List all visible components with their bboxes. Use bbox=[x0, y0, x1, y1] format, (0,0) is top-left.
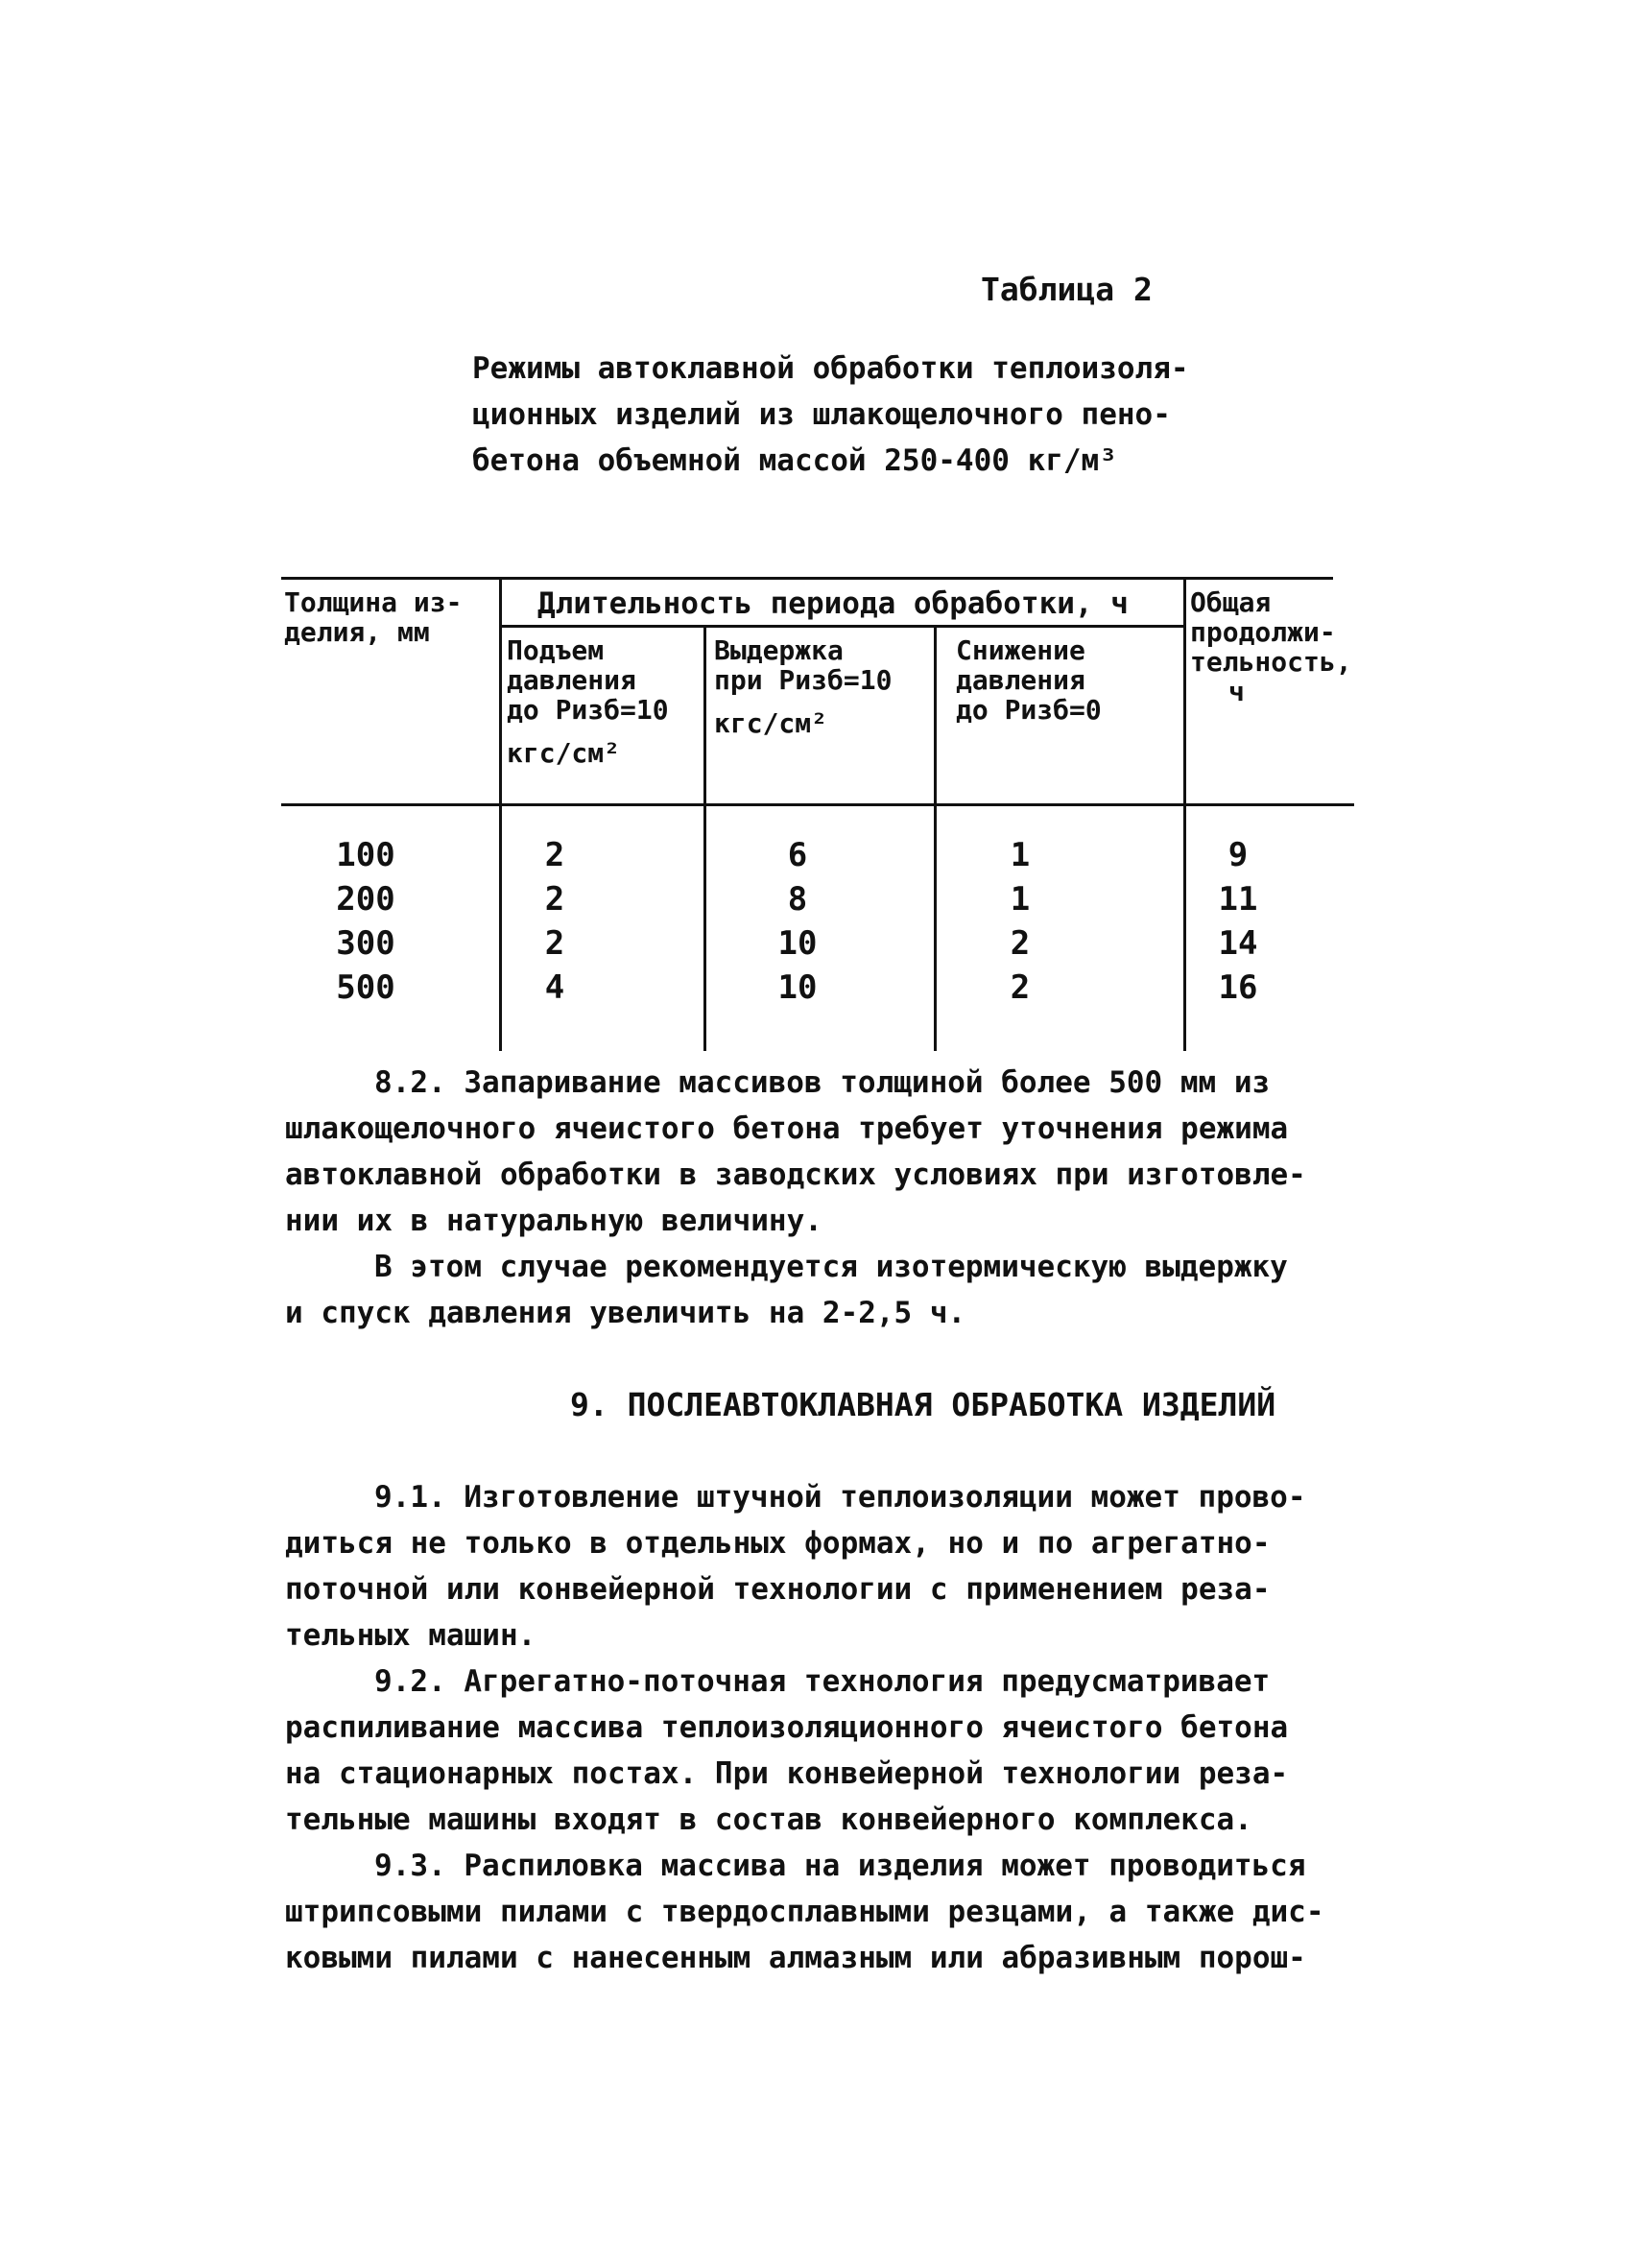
cell-rise: 2 bbox=[544, 924, 565, 963]
header-line: до Pизб=10 bbox=[507, 694, 669, 726]
caption-line: бетона объемной массой 250-400 кг/м³ bbox=[472, 443, 1117, 478]
caption-line: ционных изделий из шлакощелочного пено- bbox=[472, 397, 1171, 432]
cell-drop: 1 bbox=[1010, 836, 1031, 874]
cell-rise: 2 bbox=[544, 880, 565, 919]
text-line: нии их в натуральную величину. bbox=[285, 1204, 822, 1238]
cell-total: 9 bbox=[1227, 836, 1249, 874]
text-line: поточной или конвейерной технологии с применением реза- bbox=[285, 1572, 1271, 1607]
cell-drop: 2 bbox=[1010, 924, 1031, 963]
cell-rise: 2 bbox=[544, 836, 565, 874]
header-bottom-rule bbox=[281, 803, 1354, 806]
group-header-rule bbox=[501, 625, 1184, 628]
header-line: давления bbox=[507, 664, 636, 696]
header-line: продолжи- bbox=[1190, 616, 1336, 648]
header-thickness bbox=[284, 587, 462, 647]
text-line: тельных машин. bbox=[285, 1618, 536, 1653]
text-line: 9.1. Изготовление штучной теплоизоляции может прово- bbox=[374, 1480, 1306, 1515]
header-total bbox=[1190, 587, 1352, 706]
cell-thickness: 500 bbox=[336, 968, 395, 1007]
cell-drop: 1 bbox=[1010, 880, 1031, 919]
text-line: распиливание массива теплоизоляционного ячеистого бетона bbox=[285, 1710, 1289, 1745]
cell-thickness: 200 bbox=[336, 880, 395, 919]
cell-thickness: 300 bbox=[336, 924, 395, 963]
caption-line: Режимы автоклавной обработки теплоизоля- bbox=[472, 351, 1189, 386]
text-line: тельные машины входят в состав конвейерного комплекса. bbox=[285, 1802, 1252, 1837]
table-caption bbox=[472, 346, 1189, 484]
header-line: при Pизб=10 bbox=[714, 664, 893, 696]
cell-total: 14 bbox=[1218, 924, 1258, 963]
cell-rise: 4 bbox=[544, 968, 565, 1007]
text-line: ковыми пилами с нанесенным алмазным или абразивным порош- bbox=[285, 1941, 1306, 1975]
cell-hold: 10 bbox=[777, 968, 818, 1007]
header-rise bbox=[507, 635, 669, 768]
table-label: Таблица 2 bbox=[981, 271, 1153, 308]
header-hold bbox=[714, 635, 892, 738]
header-drop bbox=[956, 635, 1102, 725]
table-top-rule bbox=[281, 577, 1333, 580]
header-line: Подъем bbox=[507, 634, 605, 666]
cell-total: 11 bbox=[1218, 880, 1258, 919]
cell-hold: 8 bbox=[787, 880, 808, 919]
header-line: до Pизб=0 bbox=[956, 694, 1102, 726]
header-line: делия, мм bbox=[284, 616, 430, 648]
column-divider bbox=[703, 625, 706, 1051]
header-line: давления bbox=[956, 664, 1085, 696]
text-line: В этом случае рекомендуется изотермическую выдержку bbox=[374, 1250, 1288, 1284]
section-heading: 9. ПОСЛЕАВТОКЛАВНАЯ ОБРАБОТКА ИЗДЕЛИЙ bbox=[570, 1386, 1276, 1423]
header-line: кгс/см² bbox=[714, 707, 828, 739]
column-divider bbox=[934, 625, 937, 1051]
header-line: Общая bbox=[1190, 586, 1272, 618]
header-line: ч bbox=[1228, 676, 1245, 707]
header-line: Толщина из- bbox=[284, 586, 463, 618]
text-line: диться не только в отдельных формах, но и по агрегатно- bbox=[285, 1526, 1271, 1561]
cell-hold: 6 bbox=[787, 836, 808, 874]
text-line: автоклавной обработки в заводских условиях при изготовле- bbox=[285, 1158, 1306, 1192]
cell-thickness: 100 bbox=[336, 836, 395, 874]
text-line: на стационарных постах. При конвейерной технологии реза- bbox=[285, 1756, 1289, 1791]
cell-drop: 2 bbox=[1010, 968, 1031, 1007]
text-line: 8.2. Запаривание массивов толщиной более 500 мм из bbox=[374, 1065, 1271, 1100]
text-line: и спуск давления увеличить на 2-2,5 ч. bbox=[285, 1296, 966, 1330]
text-line: штрипсовыми пилами с твердосплавными резцами, а также дис- bbox=[285, 1895, 1324, 1929]
text-line: шлакощелочного ячеистого бетона требует уточнения режима bbox=[285, 1111, 1289, 1146]
header-line: тельность, bbox=[1190, 646, 1352, 678]
header-line: Снижение bbox=[956, 634, 1085, 666]
text-line: 9.3. Распиловка массива на изделия может проводиться bbox=[374, 1849, 1306, 1883]
cell-total: 16 bbox=[1218, 968, 1258, 1007]
header-duration-group: Длительность периода обработки, ч bbox=[537, 586, 1129, 621]
text-line: 9.2. Агрегатно-поточная технология предусматривает bbox=[374, 1664, 1271, 1699]
header-line: кгс/см² bbox=[507, 737, 621, 769]
cell-hold: 10 bbox=[777, 924, 818, 963]
header-line: Выдержка bbox=[714, 634, 844, 666]
